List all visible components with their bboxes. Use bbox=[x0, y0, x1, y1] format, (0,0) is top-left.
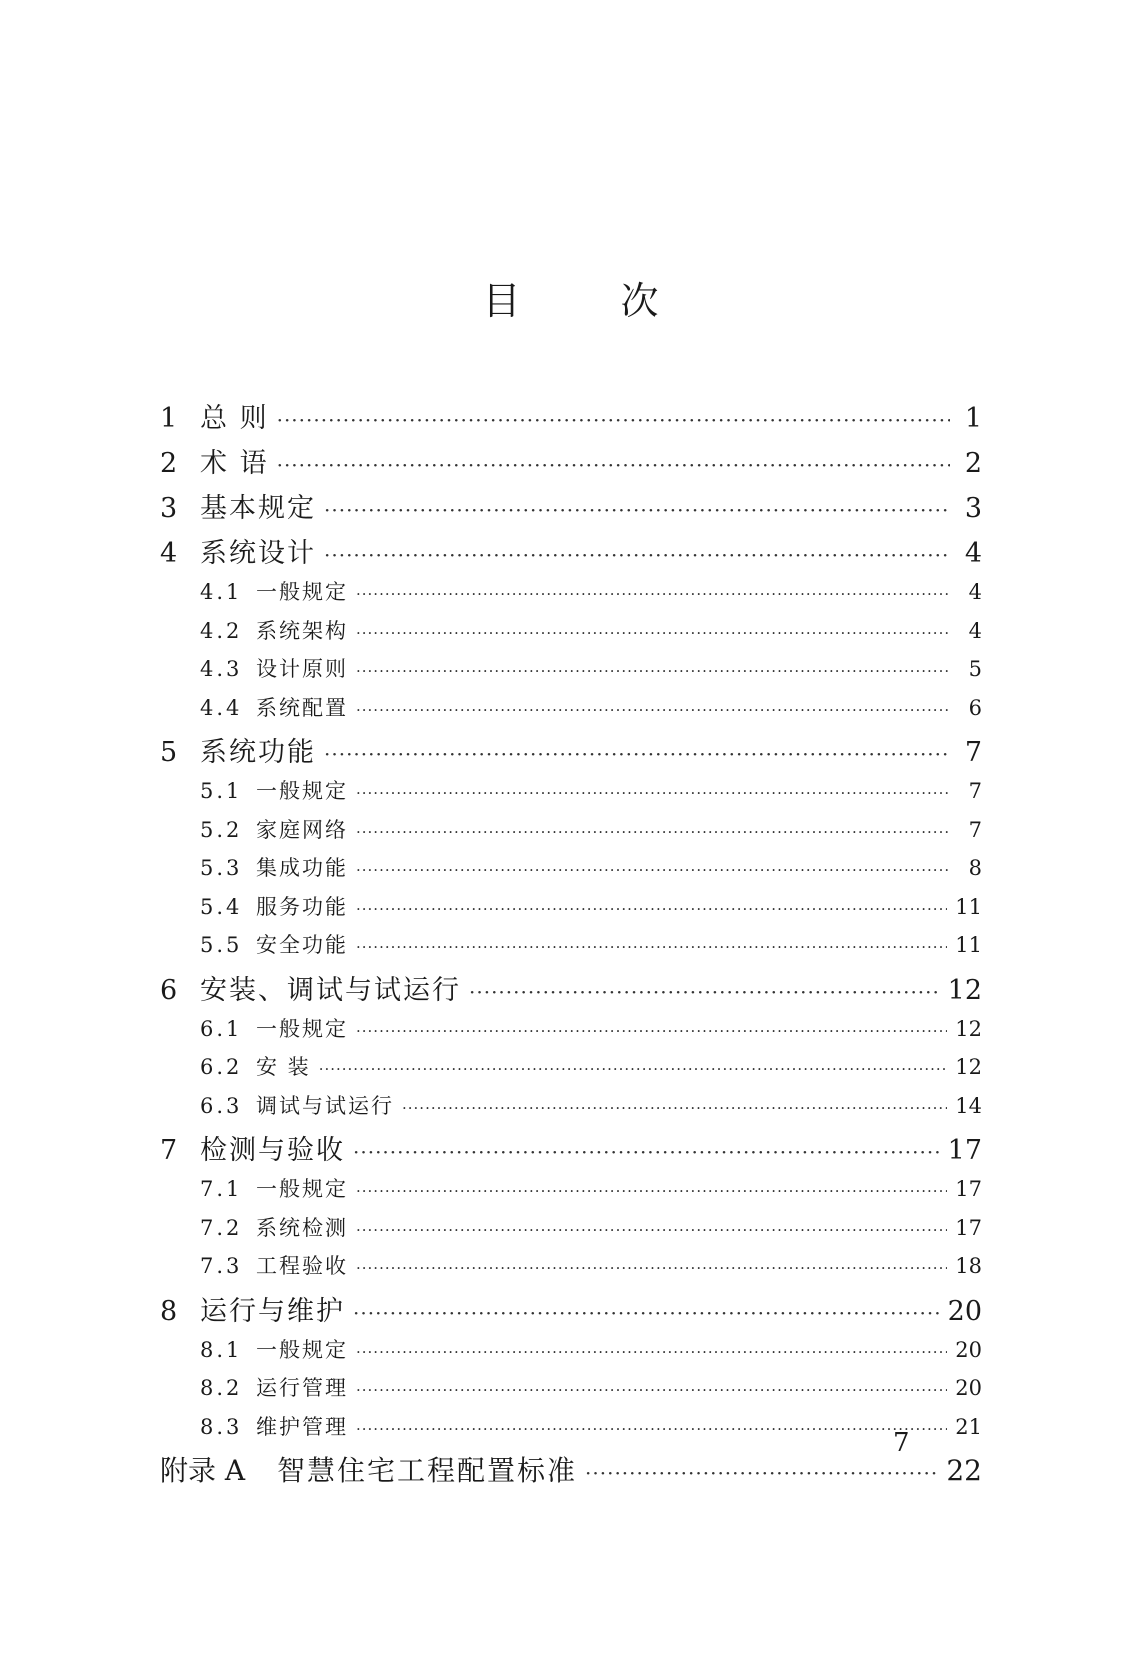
toc-entry-section[interactable] bbox=[160, 929, 982, 968]
toc-entry-section[interactable] bbox=[160, 1212, 982, 1251]
toc-entry-number: 7.1 bbox=[200, 1177, 243, 1201]
dot-leader bbox=[324, 543, 950, 567]
toc-entry-title: 智慧住宅工程配置标准 bbox=[277, 1454, 578, 1487]
toc-entry-title: 工程验收 bbox=[256, 1254, 348, 1278]
toc-entry-section[interactable] bbox=[160, 615, 982, 654]
toc-entry-section[interactable] bbox=[160, 1173, 982, 1212]
dot-leader bbox=[353, 1301, 940, 1325]
toc-entry-section[interactable] bbox=[160, 1372, 982, 1411]
toc-entry-number: 6 bbox=[160, 974, 178, 1006]
dot-leader bbox=[356, 861, 950, 879]
toc-entry-appendix[interactable] bbox=[160, 1449, 982, 1493]
toc-entry-section[interactable] bbox=[160, 1250, 982, 1289]
toc-entry-page: 14 bbox=[955, 1093, 982, 1118]
toc-entry-page: 20 bbox=[955, 1337, 982, 1362]
toc-entry-title: 一般规定 bbox=[256, 1177, 348, 1201]
toc-entry-section[interactable] bbox=[160, 852, 982, 891]
dot-leader bbox=[353, 1140, 940, 1164]
toc-entry-title: 系统设计 bbox=[200, 538, 316, 569]
toc-entry-title: 服务功能 bbox=[256, 894, 348, 919]
dot-leader bbox=[356, 784, 950, 802]
dot-leader bbox=[356, 1343, 947, 1361]
toc-entry-section[interactable] bbox=[160, 891, 982, 930]
toc-entry-page: 1 bbox=[964, 403, 982, 434]
toc-entry-title: 一般规定 bbox=[256, 580, 348, 604]
page-number: 7 bbox=[893, 1428, 910, 1458]
dot-leader bbox=[356, 1182, 947, 1200]
toc-entry-chapter[interactable] bbox=[160, 1289, 982, 1334]
toc-entry-chapter[interactable] bbox=[160, 968, 982, 1013]
dot-leader bbox=[356, 701, 950, 719]
toc-entry-title: 家庭网络 bbox=[256, 817, 348, 842]
toc-entry-number: 5.1 bbox=[200, 779, 243, 803]
toc-entry-title: 一般规定 bbox=[256, 1337, 348, 1362]
toc-entry-page: 3 bbox=[964, 493, 982, 524]
toc-entry-page: 2 bbox=[964, 448, 982, 479]
toc-entry-section[interactable] bbox=[160, 1334, 982, 1373]
toc-entry-page: 11 bbox=[955, 894, 982, 919]
toc-entry-number: 8 bbox=[160, 1295, 178, 1327]
toc-entry-page: 4 bbox=[968, 580, 982, 604]
dot-leader bbox=[402, 1099, 947, 1117]
toc-entry-page: 21 bbox=[955, 1414, 982, 1439]
table-of-contents bbox=[160, 396, 982, 1493]
toc-entry-page: 17 bbox=[955, 1215, 982, 1240]
dot-leader bbox=[356, 662, 950, 680]
toc-entry-title: 系统架构 bbox=[256, 618, 348, 643]
toc-entry-title: 系统功能 bbox=[200, 737, 316, 768]
toc-entry-number: 6.1 bbox=[200, 1016, 243, 1041]
dot-leader bbox=[469, 980, 940, 1004]
toc-entry-number: 5 bbox=[160, 737, 178, 768]
toc-entry-title: 一般规定 bbox=[256, 1016, 348, 1041]
dot-leader bbox=[277, 453, 950, 477]
toc-entry-title: 系统配置 bbox=[256, 695, 348, 720]
toc-entry-number: 6.2 bbox=[200, 1055, 243, 1079]
toc-entry-title: 基本规定 bbox=[200, 493, 316, 524]
dot-leader bbox=[324, 498, 950, 522]
toc-entry-page: 7 bbox=[968, 779, 982, 803]
toc-entry-number: 7 bbox=[160, 1135, 178, 1166]
dot-leader bbox=[356, 1022, 947, 1040]
toc-entry-number: 4.2 bbox=[200, 618, 243, 643]
toc-entry-title: 运行管理 bbox=[256, 1376, 348, 1400]
dot-leader bbox=[277, 408, 950, 432]
toc-entry-title: 运行与维护 bbox=[200, 1295, 345, 1327]
toc-entry-number: 6.3 bbox=[200, 1093, 243, 1118]
page-title: 目 次 bbox=[482, 279, 703, 323]
toc-entry-page: 8 bbox=[968, 856, 982, 880]
dot-leader bbox=[356, 823, 950, 841]
toc-entry-page: 20 bbox=[955, 1376, 982, 1400]
toc-entry-section[interactable] bbox=[160, 814, 982, 853]
toc-entry-title: 设计原则 bbox=[256, 657, 348, 681]
toc-entry-title: 术 语 bbox=[200, 448, 269, 479]
toc-entry-page: 17 bbox=[947, 1135, 982, 1166]
toc-entry-number: 8.2 bbox=[200, 1376, 243, 1400]
toc-entry-page: 4 bbox=[968, 618, 982, 643]
toc-entry-section[interactable] bbox=[160, 576, 982, 615]
toc-entry-chapter[interactable] bbox=[160, 531, 982, 576]
toc-entry-page: 17 bbox=[955, 1177, 982, 1201]
toc-entry-number: 5.3 bbox=[200, 856, 243, 880]
toc-entry-page: 20 bbox=[947, 1295, 982, 1327]
toc-entry-number: 4 bbox=[160, 538, 178, 569]
toc-entry-number: 8.3 bbox=[200, 1414, 243, 1439]
toc-entry-number: 7.3 bbox=[200, 1254, 243, 1278]
dot-leader bbox=[356, 1221, 947, 1239]
toc-entry-page: 18 bbox=[955, 1254, 982, 1278]
toc-entry-section[interactable] bbox=[160, 1411, 982, 1450]
toc-entry-number: 5.5 bbox=[200, 933, 243, 957]
dot-leader bbox=[585, 1461, 938, 1485]
toc-entry-section[interactable] bbox=[160, 1051, 982, 1090]
toc-entry-number: 2 bbox=[160, 448, 178, 479]
toc-entry-chapter[interactable] bbox=[160, 486, 982, 531]
dot-leader bbox=[356, 585, 950, 603]
toc-entry-section[interactable] bbox=[160, 1013, 982, 1052]
toc-entry-number: 5.4 bbox=[200, 894, 243, 919]
toc-entry-title: 安全功能 bbox=[256, 933, 348, 957]
toc-entry-chapter[interactable] bbox=[160, 441, 982, 486]
toc-entry-title: 安 装 bbox=[256, 1055, 311, 1079]
toc-entry-title: 维护管理 bbox=[256, 1414, 348, 1439]
toc-entry-page: 7 bbox=[968, 817, 982, 842]
toc-entry-page: 12 bbox=[955, 1016, 982, 1041]
dot-leader bbox=[356, 1381, 947, 1399]
toc-entry-page: 12 bbox=[955, 1055, 982, 1079]
dot-leader bbox=[324, 742, 950, 766]
dot-leader bbox=[356, 938, 947, 956]
toc-entry-title: 调试与试运行 bbox=[256, 1093, 394, 1118]
toc-entry-page: 12 bbox=[947, 974, 982, 1006]
toc-entry-title: 一般规定 bbox=[256, 779, 348, 803]
toc-entry-page: 7 bbox=[964, 737, 982, 768]
dot-leader bbox=[356, 1259, 947, 1277]
toc-entry-section[interactable] bbox=[160, 692, 982, 731]
toc-entry-section[interactable] bbox=[160, 653, 982, 692]
toc-entry-page: 5 bbox=[968, 657, 982, 681]
toc-entry-number: 附录 A bbox=[160, 1454, 246, 1487]
toc-entry-page: 6 bbox=[968, 695, 982, 720]
toc-entry-title: 总 则 bbox=[200, 403, 269, 434]
toc-entry-chapter[interactable] bbox=[160, 730, 982, 775]
toc-entry-page: 22 bbox=[946, 1454, 982, 1487]
toc-entry-section[interactable] bbox=[160, 775, 982, 814]
toc-entry-number: 4.4 bbox=[200, 695, 243, 720]
dot-leader bbox=[356, 624, 950, 642]
toc-entry-number: 8.1 bbox=[200, 1337, 243, 1362]
toc-entry-chapter[interactable] bbox=[160, 1128, 982, 1173]
toc-entry-title: 安装、调试与试运行 bbox=[200, 974, 461, 1006]
toc-entry-chapter[interactable] bbox=[160, 396, 982, 441]
toc-entry-number: 7.2 bbox=[200, 1215, 243, 1240]
toc-entry-title: 集成功能 bbox=[256, 856, 348, 880]
toc-entry-title: 系统检测 bbox=[256, 1215, 348, 1240]
toc-entry-page: 4 bbox=[964, 538, 982, 569]
dot-leader bbox=[319, 1060, 948, 1078]
toc-entry-section[interactable] bbox=[160, 1090, 982, 1129]
toc-entry-number: 4.1 bbox=[200, 580, 243, 604]
dot-leader bbox=[356, 900, 947, 918]
toc-entry-number: 5.2 bbox=[200, 817, 243, 842]
toc-entry-title: 检测与验收 bbox=[200, 1135, 345, 1166]
toc-entry-number: 1 bbox=[160, 403, 178, 434]
dot-leader bbox=[356, 1420, 947, 1438]
toc-entry-number: 4.3 bbox=[200, 657, 243, 681]
toc-entry-page: 11 bbox=[955, 933, 982, 957]
toc-entry-number: 3 bbox=[160, 493, 178, 524]
